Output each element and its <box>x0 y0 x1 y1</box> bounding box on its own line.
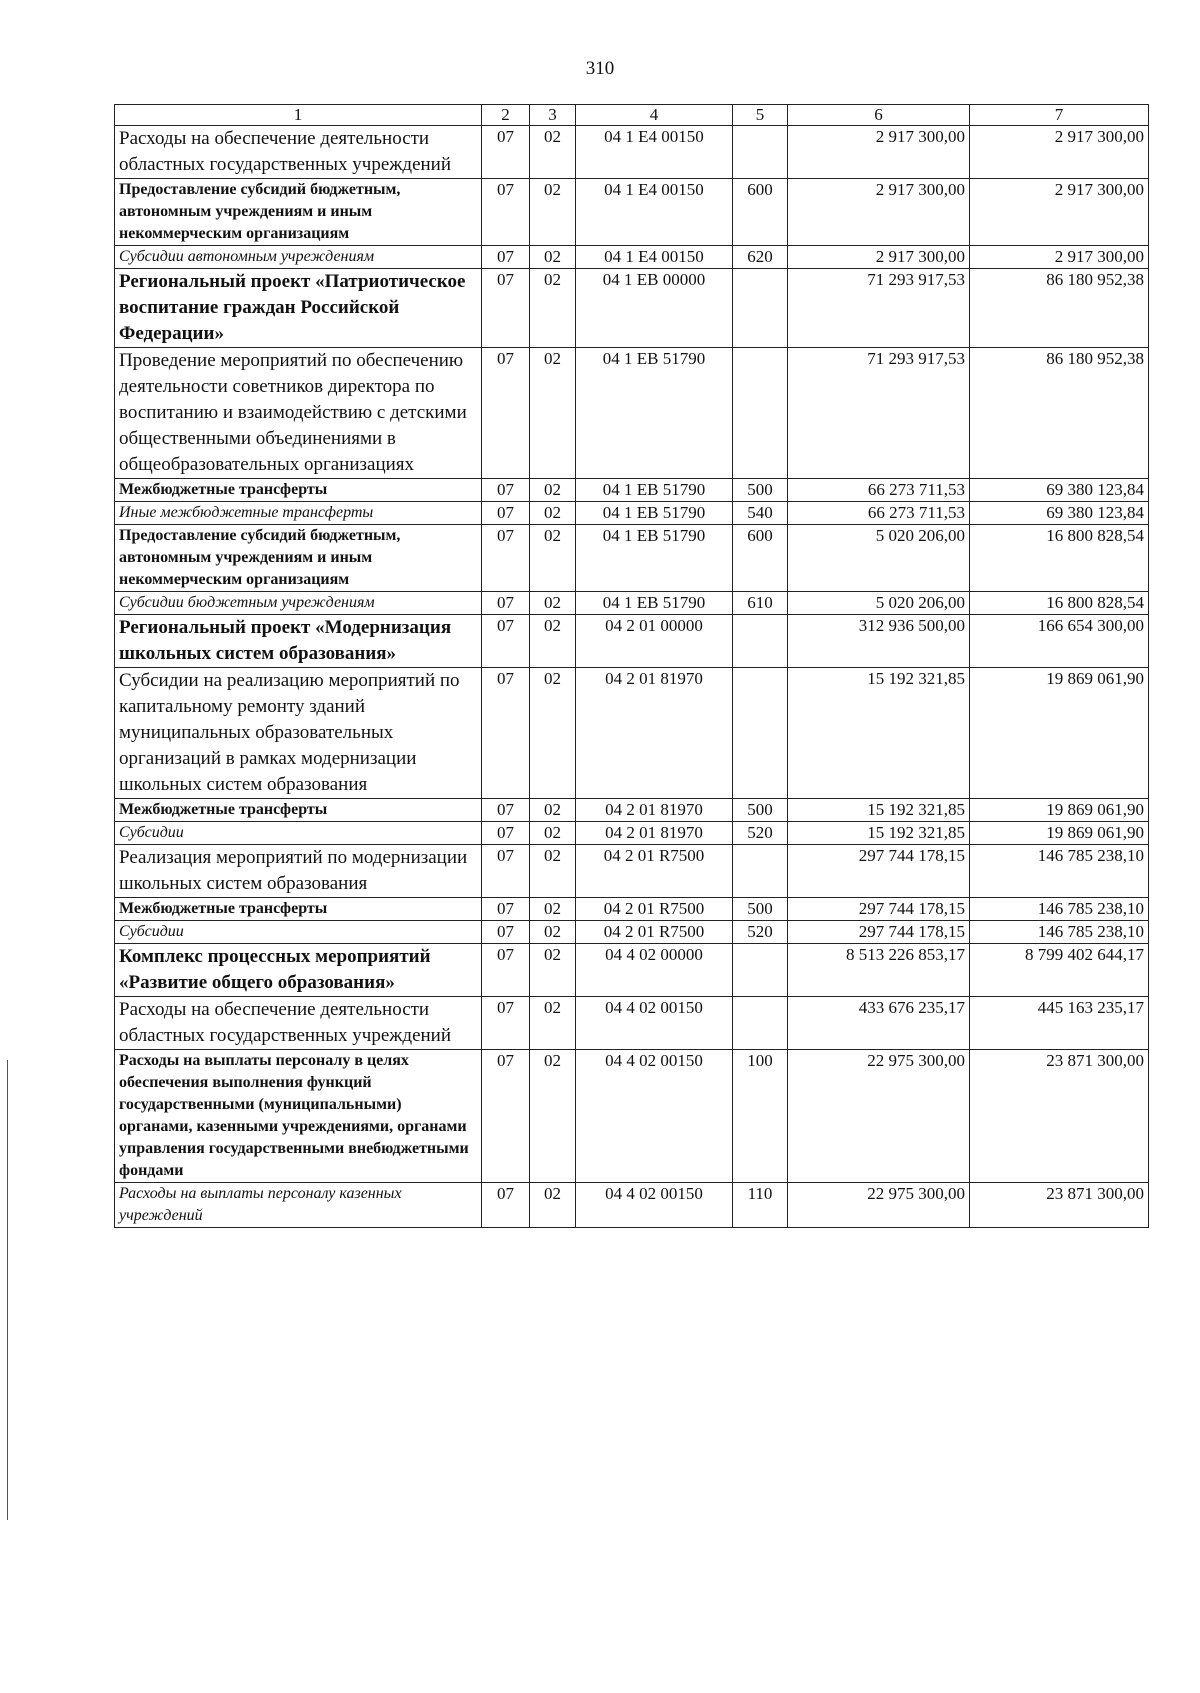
row-expense-type-cell: 520 <box>733 921 788 944</box>
header-col-7: 7 <box>970 105 1149 126</box>
table-row <box>115 845 1149 898</box>
row-expense-type-cell: 110 <box>733 1183 788 1228</box>
row-subsection-cell: 02 <box>530 615 576 668</box>
row-expense-type-cell: 600 <box>733 179 788 246</box>
row-amount-1-cell: 15 192 321,85 <box>788 822 970 845</box>
row-amount-1-cell: 312 936 500,00 <box>788 615 970 668</box>
row-target-code-cell: 04 1 E4 00150 <box>576 179 733 246</box>
row-subsection-cell: 02 <box>530 246 576 269</box>
row-expense-type-cell <box>733 997 788 1050</box>
table-row <box>115 1183 1149 1228</box>
row-expense-type-cell: 540 <box>733 502 788 525</box>
row-section-cell: 07 <box>482 179 530 246</box>
row-amount-2-cell: 86 180 952,38 <box>970 269 1149 348</box>
row-name-cell: Расходы на выплаты персоналу казенных учреждений <box>115 1183 482 1228</box>
row-name-cell: Реализация мероприятий по модернизации школьных систем образования <box>115 845 482 898</box>
row-section-cell: 07 <box>482 615 530 668</box>
row-expense-type-cell: 500 <box>733 799 788 822</box>
table-row <box>115 668 1149 799</box>
row-name-cell: Субсидии <box>115 822 482 845</box>
page-number: 310 <box>585 58 615 79</box>
table-row <box>115 126 1149 179</box>
row-section-cell: 07 <box>482 592 530 615</box>
row-expense-type-cell <box>733 668 788 799</box>
row-expense-type-cell: 520 <box>733 822 788 845</box>
row-amount-2-cell: 445 163 235,17 <box>970 997 1149 1050</box>
row-name-cell: Субсидии <box>115 921 482 944</box>
row-section-cell: 07 <box>482 502 530 525</box>
row-name-cell: Иные межбюджетные трансферты <box>115 502 482 525</box>
table-row <box>115 479 1149 502</box>
row-amount-2-cell: 19 869 061,90 <box>970 668 1149 799</box>
row-expense-type-cell: 600 <box>733 525 788 592</box>
row-target-code-cell: 04 2 01 81970 <box>576 799 733 822</box>
row-target-code-cell: 04 2 01 R7500 <box>576 845 733 898</box>
row-subsection-cell: 02 <box>530 1050 576 1183</box>
header-col-4: 4 <box>576 105 733 126</box>
row-amount-1-cell: 71 293 917,53 <box>788 348 970 479</box>
row-name-cell: Предоставление субсидий бюджетным, автономным учреждениям и иным некоммерческим организациям <box>115 179 482 246</box>
row-amount-1-cell: 8 513 226 853,17 <box>788 944 970 997</box>
row-section-cell: 07 <box>482 269 530 348</box>
row-subsection-cell: 02 <box>530 944 576 997</box>
row-target-code-cell: 04 4 02 00150 <box>576 997 733 1050</box>
row-section-cell: 07 <box>482 944 530 997</box>
table-row <box>115 246 1149 269</box>
row-section-cell: 07 <box>482 898 530 921</box>
row-expense-type-cell <box>733 269 788 348</box>
row-subsection-cell: 02 <box>530 592 576 615</box>
row-target-code-cell: 04 1 EB 51790 <box>576 502 733 525</box>
table-row <box>115 997 1149 1050</box>
row-amount-1-cell: 433 676 235,17 <box>788 997 970 1050</box>
row-name-cell: Межбюджетные трансферты <box>115 479 482 502</box>
row-subsection-cell: 02 <box>530 668 576 799</box>
row-target-code-cell: 04 4 02 00150 <box>576 1050 733 1183</box>
row-expense-type-cell: 100 <box>733 1050 788 1183</box>
table-body <box>115 126 1149 1228</box>
header-col-3: 3 <box>530 105 576 126</box>
table-header-row <box>115 105 1149 126</box>
row-subsection-cell: 02 <box>530 822 576 845</box>
row-name-cell: Расходы на обеспечение деятельности областных государственных учреждений <box>115 997 482 1050</box>
table-row <box>115 944 1149 997</box>
row-target-code-cell: 04 1 EB 51790 <box>576 525 733 592</box>
row-section-cell: 07 <box>482 668 530 799</box>
row-target-code-cell: 04 2 01 81970 <box>576 822 733 845</box>
row-target-code-cell: 04 1 EB 51790 <box>576 479 733 502</box>
row-amount-1-cell: 297 744 178,15 <box>788 898 970 921</box>
row-amount-2-cell: 19 869 061,90 <box>970 822 1149 845</box>
row-amount-1-cell: 297 744 178,15 <box>788 845 970 898</box>
row-amount-2-cell: 8 799 402 644,17 <box>970 944 1149 997</box>
row-name-cell: Региональный проект «Модернизация школьных систем образования» <box>115 615 482 668</box>
row-name-cell: Комплекс процессных мероприятий «Развитие общего образования» <box>115 944 482 997</box>
row-amount-1-cell: 22 975 300,00 <box>788 1183 970 1228</box>
row-amount-2-cell: 19 869 061,90 <box>970 799 1149 822</box>
row-amount-2-cell: 2 917 300,00 <box>970 179 1149 246</box>
row-name-cell: Региональный проект «Патриотическое воспитание граждан Российской Федерации» <box>115 269 482 348</box>
row-amount-1-cell: 22 975 300,00 <box>788 1050 970 1183</box>
row-target-code-cell: 04 2 01 81970 <box>576 668 733 799</box>
row-target-code-cell: 04 1 EB 00000 <box>576 269 733 348</box>
row-target-code-cell: 04 1 E4 00150 <box>576 246 733 269</box>
row-amount-2-cell: 146 785 238,10 <box>970 898 1149 921</box>
row-section-cell: 07 <box>482 348 530 479</box>
row-expense-type-cell: 610 <box>733 592 788 615</box>
row-target-code-cell: 04 2 01 00000 <box>576 615 733 668</box>
row-amount-1-cell: 2 917 300,00 <box>788 179 970 246</box>
header-col-1: 1 <box>115 105 482 126</box>
row-amount-2-cell: 2 917 300,00 <box>970 246 1149 269</box>
row-target-code-cell: 04 1 E4 00150 <box>576 126 733 179</box>
row-section-cell: 07 <box>482 479 530 502</box>
table-row <box>115 615 1149 668</box>
row-name-cell: Расходы на обеспечение деятельности областных государственных учреждений <box>115 126 482 179</box>
row-target-code-cell: 04 4 02 00000 <box>576 944 733 997</box>
row-amount-2-cell: 86 180 952,38 <box>970 348 1149 479</box>
row-target-code-cell: 04 2 01 R7500 <box>576 898 733 921</box>
row-expense-type-cell: 500 <box>733 479 788 502</box>
row-amount-2-cell: 69 380 123,84 <box>970 479 1149 502</box>
row-expense-type-cell <box>733 615 788 668</box>
row-name-cell: Межбюджетные трансферты <box>115 898 482 921</box>
row-target-code-cell: 04 2 01 R7500 <box>576 921 733 944</box>
row-subsection-cell: 02 <box>530 1183 576 1228</box>
row-name-cell: Проведение мероприятий по обеспечению деятельности советников директора по воспитанию и взаимодействию с детскими общественными объединениями в общеобразовательных организациях <box>115 348 482 479</box>
row-amount-1-cell: 66 273 711,53 <box>788 479 970 502</box>
row-amount-1-cell: 2 917 300,00 <box>788 246 970 269</box>
row-amount-2-cell: 16 800 828,54 <box>970 525 1149 592</box>
row-amount-1-cell: 5 020 206,00 <box>788 525 970 592</box>
row-expense-type-cell <box>733 348 788 479</box>
row-target-code-cell: 04 4 02 00150 <box>576 1183 733 1228</box>
row-section-cell: 07 <box>482 246 530 269</box>
row-amount-1-cell: 66 273 711,53 <box>788 502 970 525</box>
row-subsection-cell: 02 <box>530 898 576 921</box>
table-row <box>115 179 1149 246</box>
row-name-cell: Расходы на выплаты персоналу в целях обеспечения выполнения функций государственными (муниципальными) органами, казенными учреждениями, органами управления государственными внебюджетными фондами <box>115 1050 482 1183</box>
row-amount-1-cell: 297 744 178,15 <box>788 921 970 944</box>
row-section-cell: 07 <box>482 997 530 1050</box>
table-row <box>115 1050 1149 1183</box>
row-amount-2-cell: 16 800 828,54 <box>970 592 1149 615</box>
table-row <box>115 269 1149 348</box>
row-name-cell: Межбюджетные трансферты <box>115 799 482 822</box>
row-subsection-cell: 02 <box>530 845 576 898</box>
row-section-cell: 07 <box>482 1183 530 1228</box>
table-row <box>115 502 1149 525</box>
row-amount-1-cell: 15 192 321,85 <box>788 799 970 822</box>
row-amount-1-cell: 2 917 300,00 <box>788 126 970 179</box>
table-row <box>115 592 1149 615</box>
row-section-cell: 07 <box>482 525 530 592</box>
row-amount-2-cell: 146 785 238,10 <box>970 845 1149 898</box>
budget-table <box>114 104 1149 1228</box>
table-row <box>115 822 1149 845</box>
row-name-cell: Субсидии автономным учреждениям <box>115 246 482 269</box>
row-expense-type-cell: 620 <box>733 246 788 269</box>
row-subsection-cell: 02 <box>530 179 576 246</box>
row-amount-2-cell: 2 917 300,00 <box>970 126 1149 179</box>
row-amount-2-cell: 23 871 300,00 <box>970 1183 1149 1228</box>
row-section-cell: 07 <box>482 126 530 179</box>
table-row <box>115 525 1149 592</box>
row-amount-1-cell: 15 192 321,85 <box>788 668 970 799</box>
table-row <box>115 799 1149 822</box>
row-subsection-cell: 02 <box>530 997 576 1050</box>
row-expense-type-cell <box>733 126 788 179</box>
row-subsection-cell: 02 <box>530 502 576 525</box>
row-section-cell: 07 <box>482 845 530 898</box>
row-target-code-cell: 04 1 EB 51790 <box>576 592 733 615</box>
header-col-6: 6 <box>788 105 970 126</box>
table-row <box>115 348 1149 479</box>
row-name-cell: Предоставление субсидий бюджетным, автономным учреждениям и иным некоммерческим организациям <box>115 525 482 592</box>
row-amount-1-cell: 71 293 917,53 <box>788 269 970 348</box>
row-section-cell: 07 <box>482 1050 530 1183</box>
row-target-code-cell: 04 1 EB 51790 <box>576 348 733 479</box>
row-amount-2-cell: 166 654 300,00 <box>970 615 1149 668</box>
row-subsection-cell: 02 <box>530 525 576 592</box>
row-subsection-cell: 02 <box>530 479 576 502</box>
row-amount-2-cell: 69 380 123,84 <box>970 502 1149 525</box>
row-subsection-cell: 02 <box>530 921 576 944</box>
row-section-cell: 07 <box>482 921 530 944</box>
table-row <box>115 898 1149 921</box>
row-name-cell: Субсидии на реализацию мероприятий по капитальному ремонту зданий муниципальных образовательных организаций в рамках модернизации школьных систем образования <box>115 668 482 799</box>
scan-margin-line <box>7 1060 8 1520</box>
row-amount-2-cell: 146 785 238,10 <box>970 921 1149 944</box>
row-expense-type-cell: 500 <box>733 898 788 921</box>
row-name-cell: Субсидии бюджетным учреждениям <box>115 592 482 615</box>
row-expense-type-cell <box>733 944 788 997</box>
row-subsection-cell: 02 <box>530 126 576 179</box>
header-col-5: 5 <box>733 105 788 126</box>
row-subsection-cell: 02 <box>530 348 576 479</box>
row-section-cell: 07 <box>482 799 530 822</box>
row-amount-1-cell: 5 020 206,00 <box>788 592 970 615</box>
row-amount-2-cell: 23 871 300,00 <box>970 1050 1149 1183</box>
row-subsection-cell: 02 <box>530 269 576 348</box>
row-section-cell: 07 <box>482 822 530 845</box>
table-row <box>115 921 1149 944</box>
row-subsection-cell: 02 <box>530 799 576 822</box>
row-expense-type-cell <box>733 845 788 898</box>
header-col-2: 2 <box>482 105 530 126</box>
